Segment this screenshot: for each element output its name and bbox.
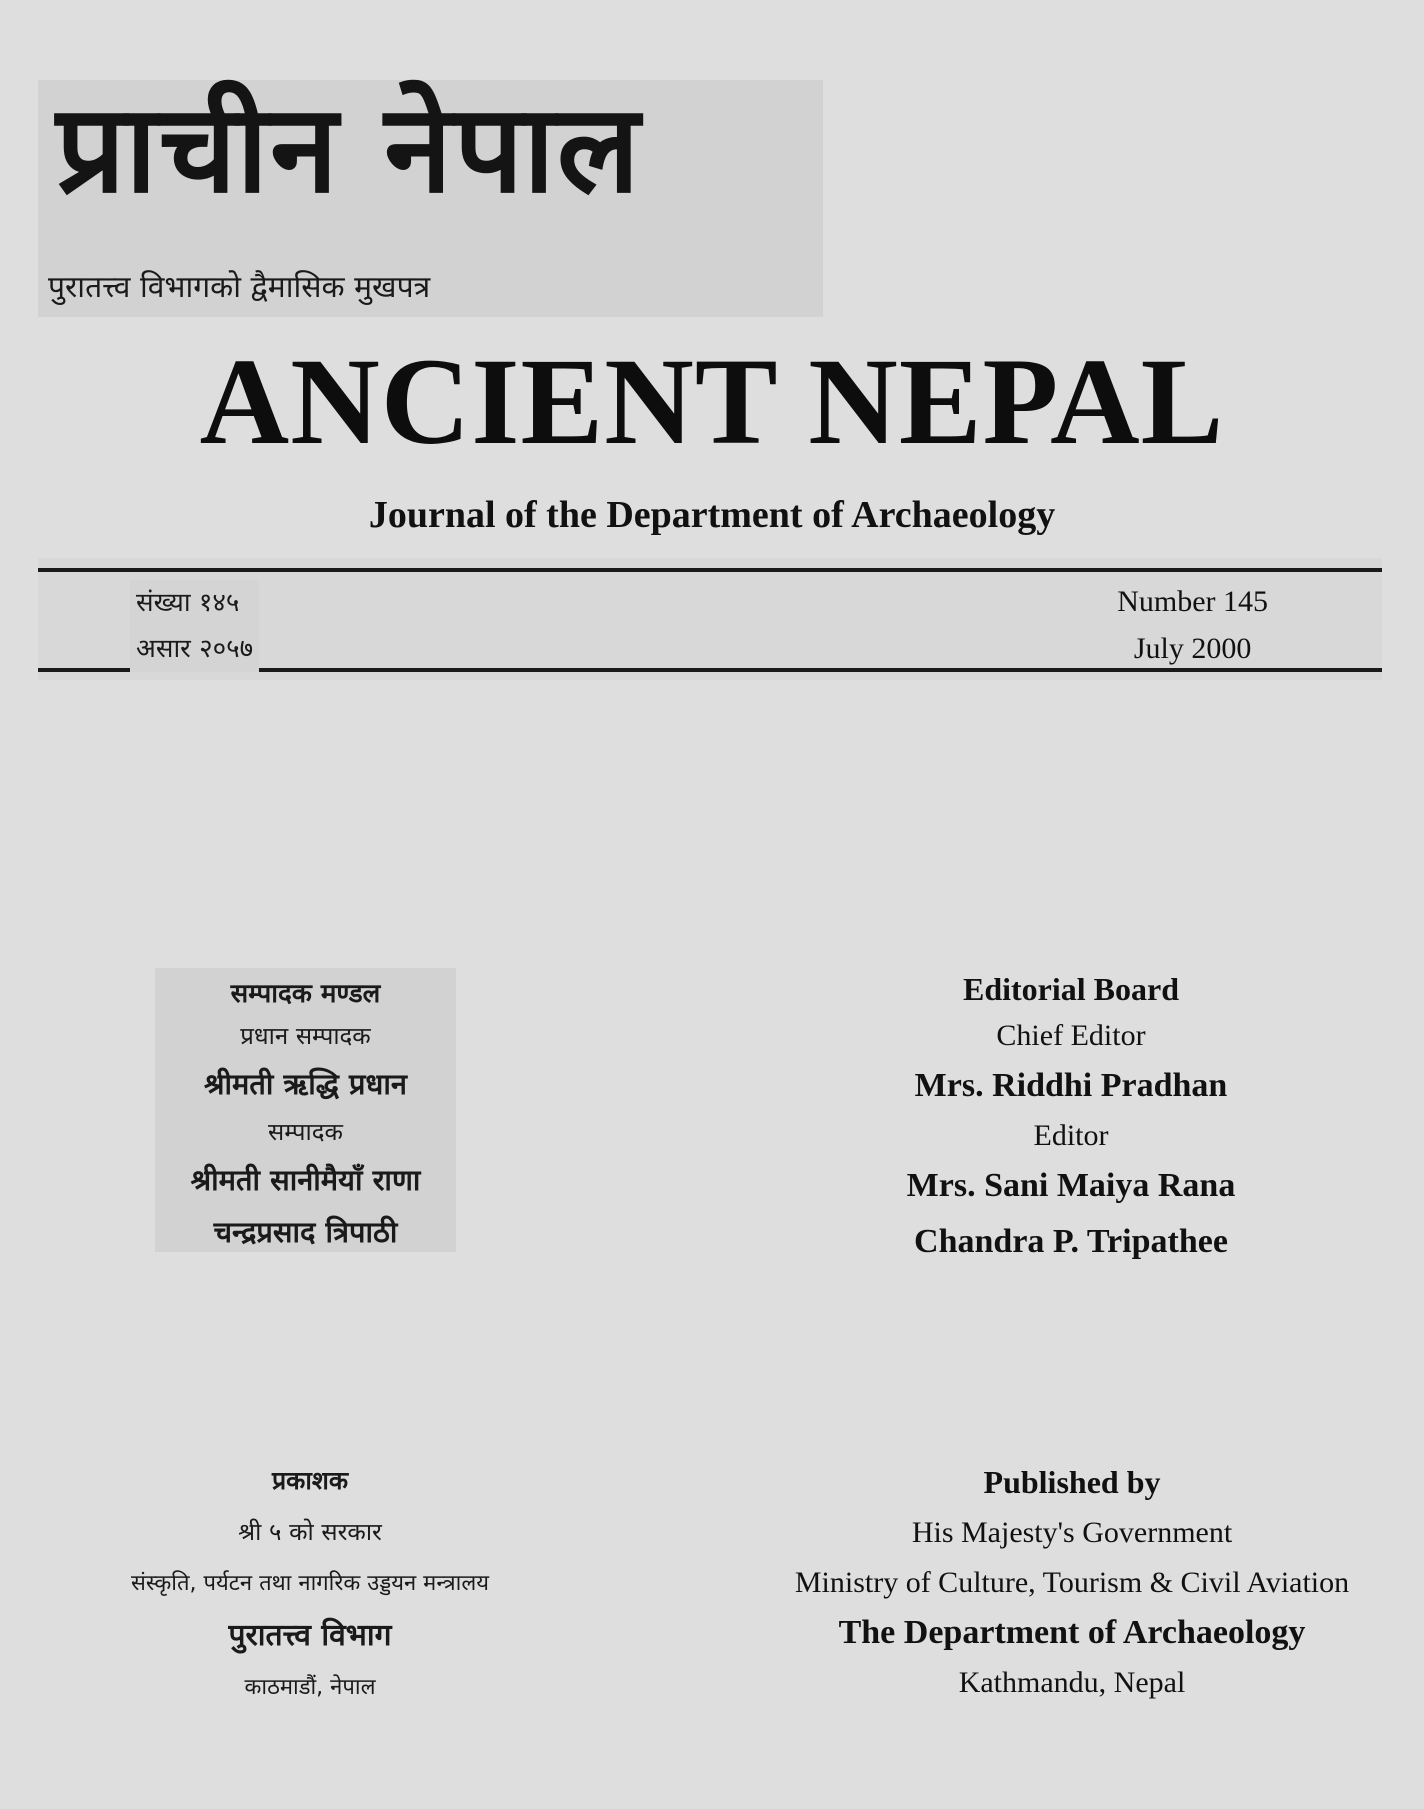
publisher-heading-devanagari: प्रकाशक <box>271 1466 349 1495</box>
journal-subtitle-english: Journal of the Department of Archaeology <box>368 494 1056 536</box>
issue-date-devanagari: असार २०५७ <box>136 634 254 664</box>
publisher-devanagari <box>30 1456 590 1714</box>
editorial-board-english <box>871 964 1271 1270</box>
editor-1-devanagari: श्रीमती सानीमैयाँ राणा <box>190 1163 421 1197</box>
publisher-line-3-devanagari: पुरातत्त्व विभाग <box>228 1618 392 1653</box>
editorial-board-devanagari <box>155 968 456 1252</box>
editor-role-english: Editor <box>1033 1119 1109 1152</box>
chief-editor-role-english: Chief Editor <box>996 1019 1146 1052</box>
chief-editor-name-devanagari: श्रीमती ऋद्धि प्रधान <box>204 1067 407 1101</box>
masthead-devanagari <box>38 80 823 317</box>
editorial-board-heading-english: Editorial Board <box>962 971 1179 1007</box>
editorial-board-heading-devanagari: सम्पादक मण्डल <box>230 979 381 1009</box>
publisher-line-4-english: Kathmandu, Nepal <box>958 1666 1186 1699</box>
publisher-english <box>742 1456 1402 1708</box>
chief-editor-role-devanagari: प्रधान सम्पादक <box>240 1022 371 1050</box>
issue-info-english <box>1117 578 1268 672</box>
issue-number-english: Number 145 <box>1117 585 1268 618</box>
journal-title-english: ANCIENT NEPAL <box>199 333 1225 470</box>
publisher-line-2-english: Ministry of Culture, Tourism & Civil Aviation <box>794 1566 1350 1599</box>
publisher-line-4-devanagari: काठमाडौं, नेपाल <box>244 1675 376 1700</box>
issue-info-devanagari <box>130 580 259 672</box>
publisher-line-2-devanagari: संस्कृति, पर्यटन तथा नागरिक उड्डयन मन्त्रालय <box>130 1571 490 1596</box>
publisher-line-1-english: His Majesty's Government <box>911 1516 1233 1549</box>
journal-subtitle-devanagari: पुरातत्त्व विभागको द्वैमासिक मुखपत्र <box>48 270 431 305</box>
editor-2-english: Chandra P. Tripathee <box>914 1223 1228 1260</box>
publisher-heading-english: Published by <box>983 1464 1161 1500</box>
publisher-line-3-english: The Department of Archaeology <box>838 1614 1306 1651</box>
chief-editor-name-english: Mrs. Riddhi Pradhan <box>914 1067 1228 1104</box>
editor-1-english: Mrs. Sani Maiya Rana <box>906 1167 1236 1204</box>
issue-top-rule <box>38 568 1382 572</box>
issue-date-english: July 2000 <box>1133 632 1252 665</box>
editor-2-devanagari: चन्द्रप्रसाद त्रिपाठी <box>213 1215 398 1249</box>
publisher-line-1-devanagari: श्री ५ को सरकार <box>238 1518 382 1546</box>
editor-role-devanagari: सम्पादक <box>268 1118 343 1146</box>
journal-title-devanagari: प्राचीन नेपाल <box>56 78 642 220</box>
issue-number-devanagari: संख्या १४५ <box>136 588 240 618</box>
